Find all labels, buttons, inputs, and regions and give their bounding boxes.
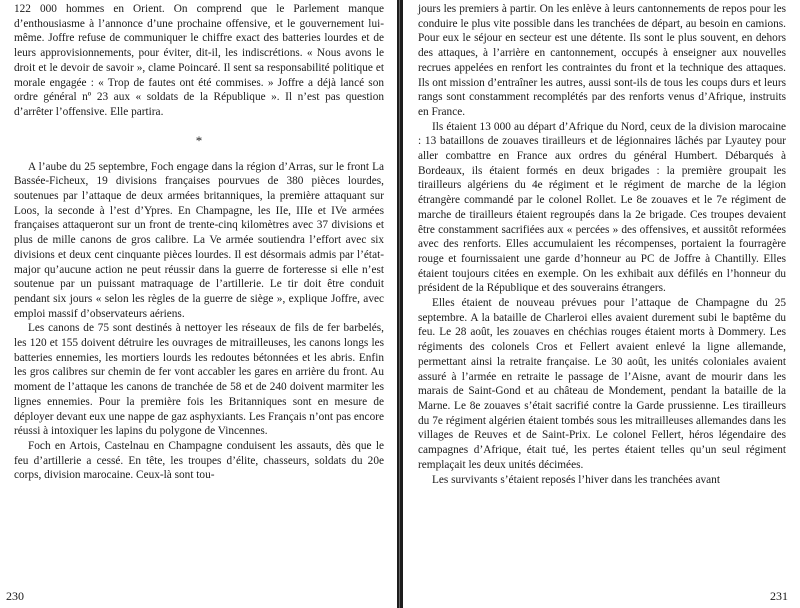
paragraph-left-2: A l’aube du 25 septembre, Foch engage dans la région d’Arras, sur le front La Bassée-Ficheux, 19 divisions françaises pourvues de 380 pièces lourdes, soutenues par l’attaque de deux armées britanniques, la première attaquant sur Loos, la seconde à l’est d’Ypres. En Champagne, les IIe, IIIe et IVe armées françaises attaqueront sur un front de trente-cinq kilomètres avec 37 divisions et plus de mille canons de gros calibre. La Ve armée soutiendra l’effort avec six divisions et deux cent cinquante pièces lourdes. Il est désormais admis par l’état-major qu’aucune action ne peut réussir dans la guerre de forteresse si elle n’est soutenue par un puissant matraquage de l’artillerie. Le tir doit être conduit pendant six jours « selon les règles de la guerre de siège », explique Joffre, avec emploi massif d’observateurs aériens. [14, 160, 384, 320]
paragraph-right-4: Les survivants s’étaient reposés l’hiver dans les tranchées avant [432, 473, 720, 486]
paragraph-left-3: Les canons de 75 sont destinés à nettoyer les réseaux de fils de fer barbelés, les 120 et 155 doivent détruire les ouvrages de mitrailleuses, les canons longs les batteries ennemies, les mortiers lourds les redoutes bétonnées et les abris. Enfin les gros calibres sur chemin de fer vont accabler les gares en arrière du front. Au moment de l’attaque les canons de tranchée de 58 et de 240 doivent marmiter les lignes ennemies. Pour la première fois les Britanniques sont en mesure de déployer devant eux une nappe de gaz asphyxiants. Les Français n’ont pas encore réussi à intoxiquer les lapins du polygone de Vincennes. [14, 322, 384, 438]
page-number-left: 230 [6, 589, 24, 603]
paragraph-left-4: Foch en Artois, Castelnau en Champagne conduisent les assauts, dès que le feu d’artillerie a cessé. En tête, les troupes d’élite, chasseurs, soldats du 20e corps, division marocaine. Ceux-là sont tou- [14, 439, 384, 482]
page-number-right: 231 [770, 589, 788, 603]
paragraph-left-1: 122 000 hommes en Orient. On comprend que le Parlement manque d’enthousiasme à l’annonce d’une prochaine offensive, et le gouvernement lui-même. Joffre refuse de communiquer le chiffre exact des batteries lourdes et de leurs approvisionnements, pour éviter, dit-il, les indiscrétions. « Nous avons le droit et le devoir de savoir », clame Poincaré. Il sent sa responsabilité politique et morale engagée : « Trop de fautes ont été commises. » Joffre a déjà lancé son ordre général nº 23 aux « soldats de la République ». Il n’est pas question d’arrêter l’offensive. Elle partira. [14, 3, 384, 118]
right-page [400, 0, 800, 608]
paragraph-right-1: jours les premiers à partir. On les enlève à leurs cantonnements de repos pour les conduire le plus vite possible dans les tranchées de départ, au besoin en camions. Pour eux le séjour en secteur est une détente. Ils sont le plus souvent, en dehors des attaques, à l’arrière en cantonnement, occupés à enseigner aux nouvelles recrues appelées en renfort les contraintes du front et la technique des attaques. Ils ont mission d’entraîner les autres, aussi sont-ils de tous les coups durs et leurs rangs sont constamment recomplétés par des renforts venus d’Afrique, instruits en France. [418, 3, 786, 118]
paragraph-right-2: Ils étaient 13 000 au départ d’Afrique du Nord, ceux de la division marocaine : 13 bataillons de zouaves tirailleurs et de légionnaires lâchés par Lyautey pour aller combattre en France aux ordres du général Humbert. Débarqués à Bordeaux, ils étaient formés en deux brigades : la première groupait les tirailleurs algériens du 4e régiment et le régiment de marche de la légion étrangère commandé par le colonel Rollet. Le 8e zouaves et le 7e régiment de marche de tirailleurs étaient regroupés dans la 2e brigade. Ces troupes devaient être constamment sacrifiées aux « percées » des offensives, et aussitôt reformées avec des renforts. Elles accumulaient les récompenses, portaient la fourragère rouge et fournissaient une garde d’honneur au PC de Joffre à Chantilly. Elles étaient toujours citées en exemple. On les exhibait aux défilés en l’honneur du président de la République et des souverains étrangers. [418, 120, 786, 295]
section-separator: * [195, 132, 203, 148]
paragraph-right-3: Elles étaient de nouveau prévues pour l’attaque de Champagne du 25 septembre. A la bataille de Charleroi elles avaient durement subi le baptême du feu. Le 28 août, les zouaves en chéchias rouges étaient morts à Dommery. Les régiments des colonels Cros et Fellert avaient enlevé la ligne allemande, permettant ainsi la retraite française. Le 30 août, les unités coloniales avaient assuré à l’armée en retraite le passage de l’Aisne, avant de mourir dans les marais de Saint-Gond et au château de Mondement, pendant la bataille de la Marne. Le 8e zouaves s’était sacrifié contre la Garde prussienne. Les tirailleurs du 7e régiment algérien étaient tombés sous les mitrailleuses allemandes dans les villages de Reuves et de Saint-Prix. Le colonel Fellert, héros légendaire des campagnes d’Afrique, était tué, les pertes étaient telles qu’un seul régiment remplaçait les deux unités décimées. [418, 297, 786, 471]
separator-spacing [14, 146, 384, 160]
